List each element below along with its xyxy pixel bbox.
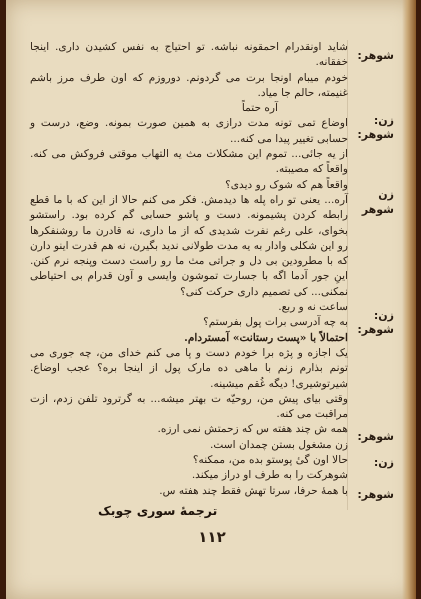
- dialogue-line: به چه آدرسی برات پول بفرستم؟: [203, 316, 348, 329]
- dialogue-line: وقتی بیای پیش من، روحیّه ت بهتر میشه... به گرترود تلفن زدم، ازت مراقبت می کنه.: [30, 392, 348, 421]
- book-page: [6, 0, 416, 599]
- speaker-label: شوهر:: [357, 430, 394, 443]
- stage-direction: شوهرکت را به طرف او دراز میکند.: [191, 469, 348, 482]
- page-number: ۱۱۲: [198, 528, 226, 546]
- speaker-label: شوهر:: [357, 128, 394, 141]
- speaker-label: زن:: [373, 114, 394, 127]
- dialogue-line: واقعاً هم که شوک رو دیدی؟: [225, 178, 348, 191]
- dialogue-line: آره... یعنی تو راه پله ها دیدمش. فکر می کنم حالا از این که با ما قطع رابطه کردن پشیمونه. دست و پاشو حسابی گم کرده بود. راستشو بخوای، علی رغم نفرت شدیدی که از ما داری، نه قادرن ما روشنفکرها رو این شکلی وادار به یه مدت طولانی ندید بگیرن، نه هم قدرت اینو دارن که با مطرودین بی دل و جراتی مث ما رو راست دست وپنجه نرم کنن. اینِ جور آدما اگه با جسارت تموشون وایسی و آون قدرام بی احتیاطی نمکنی... کی تصمیم داری حرکت کنی؟: [30, 193, 348, 298]
- speaker-label: شوهر: [361, 203, 394, 216]
- speaker-label: زن:: [373, 456, 394, 469]
- translator-credit: ترجمهٔ سوری چوبک: [98, 503, 218, 518]
- dialogue-line: اوضاع تمی تونه مدت درازی به همین صورت بمونه. وضع، درست و حسابی تغییر پیدا می کنه...: [30, 117, 348, 145]
- speaker-label: شوهر:: [357, 488, 394, 501]
- speaker-label: زن:: [373, 309, 394, 322]
- speaker-label: زن: [378, 188, 394, 201]
- dialogue-line: با همهٔ حرفا، سرتا تهش فقط چند هفته س.: [159, 484, 348, 497]
- dialogue-line: ساعت نه و ربع.: [278, 301, 348, 314]
- page-binding-edge: [402, 0, 416, 599]
- dialogue-line: همه ش چند هفته س که زحمتش نمی ارزه.: [157, 423, 348, 436]
- dialogue-line: آره حتماً: [241, 102, 278, 115]
- dialogue-line: از یه جائی... تموم این مشکلات مث یه التهاب موقتی فروکش می کنه. واقعاً که مصیبته.: [30, 148, 348, 176]
- dialogue-line: یک اجازه و پژه برا خودم دست و پا می کنم خدای من، چه جوری می تونم بذارم زنم با ماهی ده مارک پول از اینجا بره؟ عجب اوضاع. شیرتوشیری! دیگه غُقم میشینه.: [30, 346, 348, 390]
- dialogue-line: احتمالاً با «پست رستانت» آمستردام.: [184, 331, 348, 344]
- speaker-label: شوهر:: [357, 49, 394, 62]
- dialogue-text: [30, 40, 348, 499]
- speaker-label: شوهر:: [357, 323, 394, 336]
- dialogue-line: خودم میبام اونجا برت می گردونم. دوروزم که اون طرف مرز باشم غنیمته، حالم جا میاد.: [30, 71, 348, 99]
- stage-direction: زن مشغول بستن چمدان است.: [210, 438, 348, 451]
- dialogue-line: حالا اون گیٔ پوستو بده من، ممکنه؟: [192, 454, 348, 467]
- dialogue-line: شاید اونقدرام احمقونه نباشه. تو احتیاج به نفس کشیدن داری. اینجا خفقانه.: [30, 41, 348, 69]
